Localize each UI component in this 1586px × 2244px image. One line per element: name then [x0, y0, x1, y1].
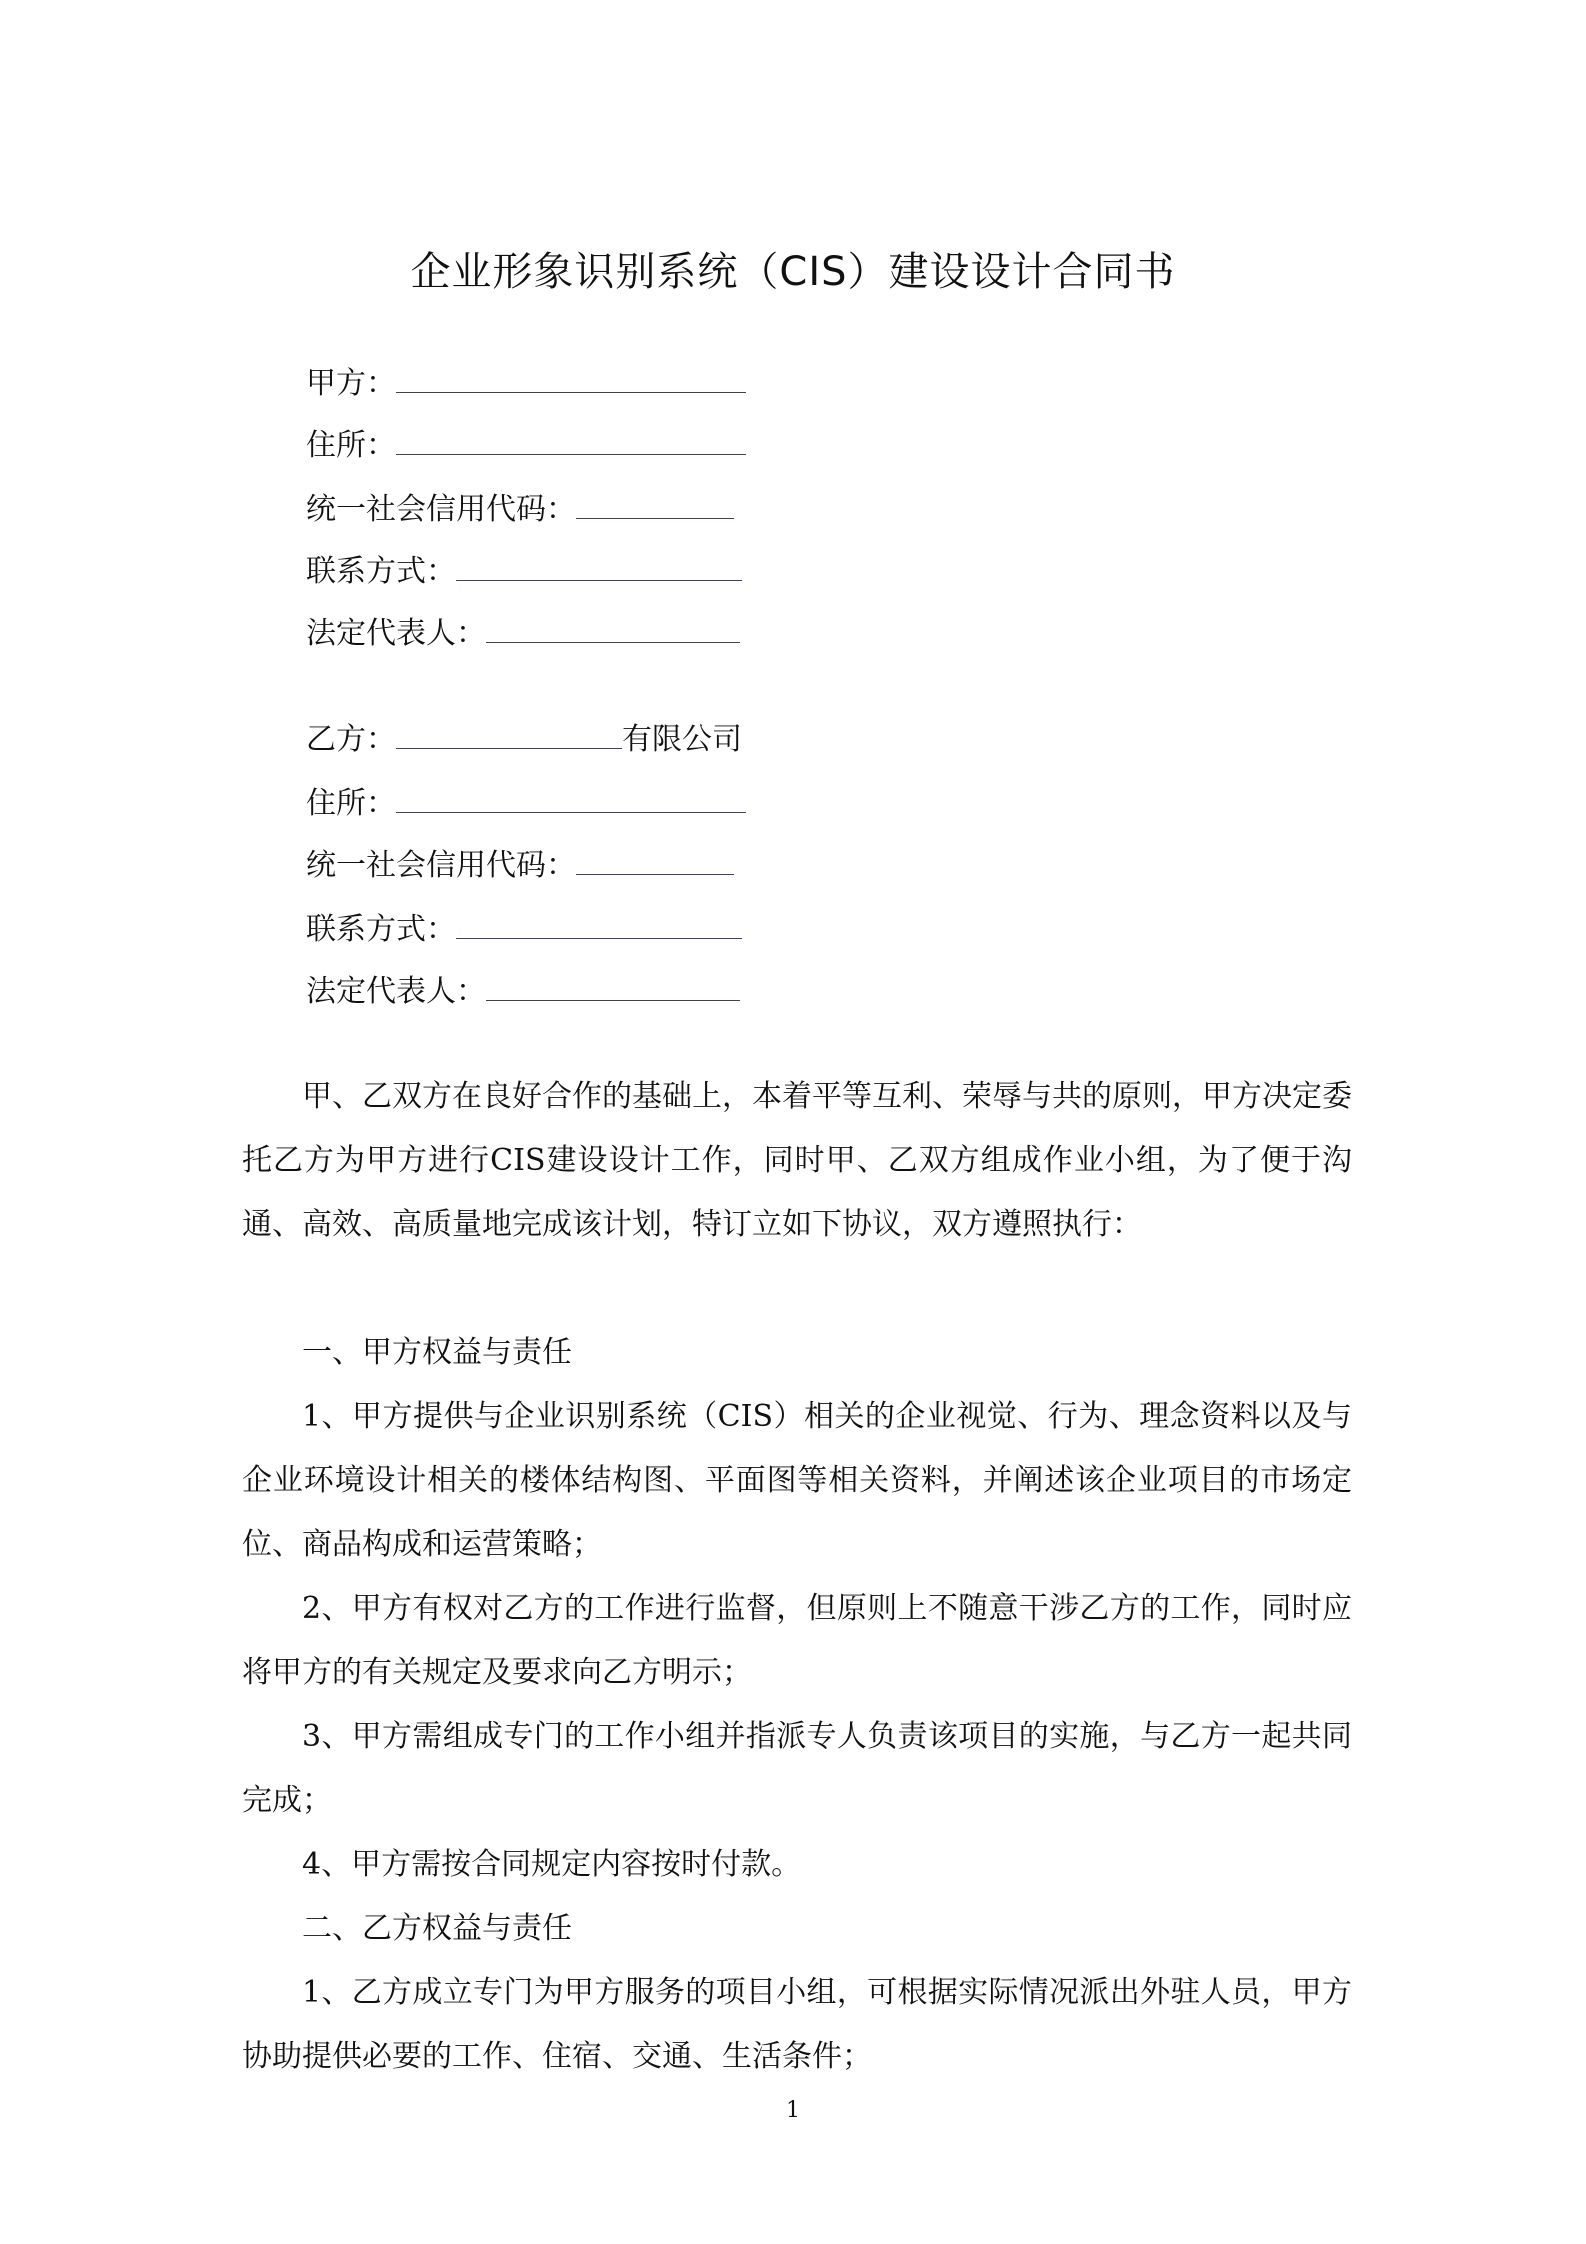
party-a-address-blank[interactable]: [396, 424, 746, 455]
party-b-credit-code-blank[interactable]: [576, 844, 734, 875]
party-b-address-label: 住所：: [306, 786, 396, 821]
party-a-name-label: 甲方：: [306, 366, 396, 401]
party-b-contact-blank[interactable]: [456, 908, 742, 939]
party-b-legal-rep-label: 法定代表人：: [306, 974, 486, 1009]
party-b-legal-rep-field: [306, 970, 740, 1012]
party-b-name-field: [306, 718, 742, 760]
party-a-legal-rep-label: 法定代表人：: [306, 616, 486, 651]
party-a-credit-code-field: [306, 488, 734, 530]
party-a-legal-rep-field: [306, 612, 740, 654]
party-b-name-blank[interactable]: [396, 718, 622, 749]
section-item: 3、甲方需组成专门的工作小组并指派专人负责该项目的实施，与乙方一起共同完成；: [242, 1719, 1352, 1818]
party-a-contact-blank[interactable]: [456, 550, 742, 581]
party-b-legal-rep-blank[interactable]: [486, 970, 740, 1001]
party-a-name-field: [306, 362, 746, 404]
party-a-address-label: 住所：: [306, 428, 396, 463]
party-a-credit-code-label: 统一社会信用代码：: [306, 492, 576, 527]
party-a-legal-rep-blank[interactable]: [486, 612, 740, 643]
party-b-contact-field: [306, 908, 742, 950]
party-b-credit-code-label: 统一社会信用代码：: [306, 848, 576, 883]
party-a-contact-label: 联系方式：: [306, 554, 456, 589]
party-b-credit-code-field: [306, 844, 734, 886]
party-b-address-field: [306, 782, 746, 824]
document-title: 企业形象识别系统（CIS）建设设计合同书: [410, 249, 1176, 295]
section-heading: 一、甲方权益与责任: [302, 1335, 572, 1370]
section-item: 4、甲方需按合同规定内容按时付款。: [302, 1847, 802, 1882]
party-b-address-blank[interactable]: [396, 782, 746, 813]
party-b-name-suffix: 有限公司: [622, 722, 742, 757]
party-b-contact-label: 联系方式：: [306, 912, 456, 947]
party-a-credit-code-blank[interactable]: [576, 488, 734, 519]
section-item: 1、乙方成立专门为甲方服务的项目小组，可根据实际情况派出外驻人员，甲方协助提供必要的工作、住宿、交通、生活条件；: [242, 1975, 1352, 2074]
party-b-name-label: 乙方：: [306, 722, 396, 757]
party-a-address-field: [306, 424, 746, 466]
party-a-name-blank[interactable]: [396, 362, 746, 393]
preamble-paragraph: 甲、乙双方在良好合作的基础上，本着平等互利、荣辱与共的原则，甲方决定委托乙方为甲方进行CIS建设设计工作，同时甲、乙双方组成作业小组，为了便于沟通、高效、高质量地完成该计划，特订立如下协议，双方遵照执行：: [242, 1079, 1352, 1242]
page-number: 1: [786, 2098, 800, 2123]
contract-body: [242, 1065, 1352, 2089]
section-item: 2、甲方有权对乙方的工作进行监督，但原则上不随意干涉乙方的工作，同时应将甲方的有关规定及要求向乙方明示；: [242, 1591, 1352, 1690]
section-item: 1、甲方提供与企业识别系统（CIS）相关的企业视觉、行为、理念资料以及与企业环境设计相关的楼体结构图、平面图等相关资料，并阐述该企业项目的市场定位、商品构成和运营策略；: [242, 1399, 1352, 1562]
section-heading: 二、乙方权益与责任: [302, 1911, 572, 1946]
party-a-contact-field: [306, 550, 742, 592]
